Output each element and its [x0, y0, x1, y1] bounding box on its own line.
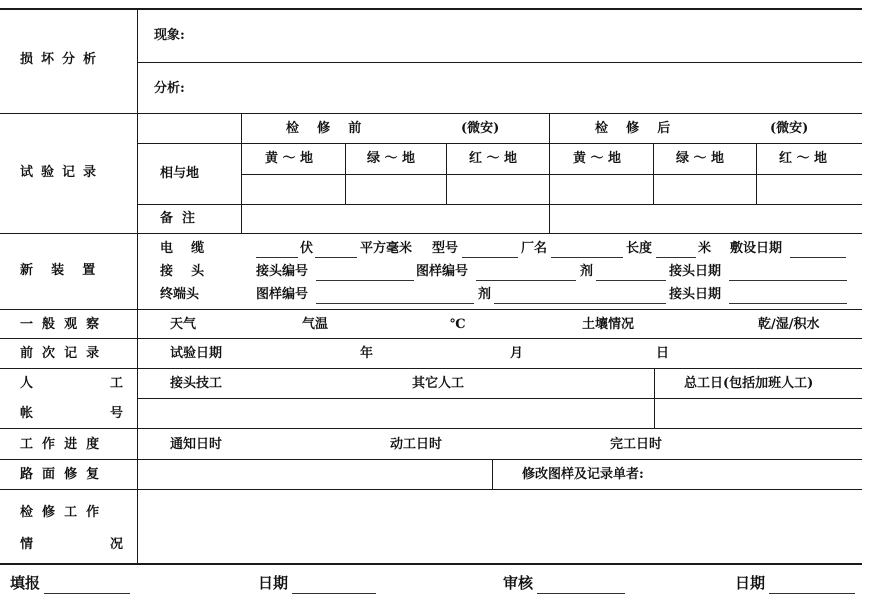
- header-after-repair: 检 修 后: [595, 121, 671, 136]
- label-account-2: 号: [110, 406, 124, 421]
- before-col-2: [446, 143, 447, 204]
- unit-celsius: ℃: [450, 317, 466, 332]
- label-other-labor: 其它人工: [412, 376, 465, 391]
- label-damage-analysis: 损坏分析: [20, 52, 105, 67]
- label-terminal-drawing-no: 图样编号: [256, 287, 309, 302]
- blank-drawing-no[interactable]: [476, 280, 576, 281]
- label-month: 月: [510, 346, 524, 361]
- label-model: 型号: [432, 241, 459, 256]
- label-work-progress: 工 作 进 度: [20, 437, 100, 452]
- label-weather: 天气: [170, 317, 197, 332]
- line-test-bottom: [0, 233, 862, 234]
- header-yellow-ground-before: 黄 ～ 地: [265, 151, 314, 166]
- blank-agent[interactable]: [596, 280, 666, 281]
- label-drawing-no: 图样编号: [416, 264, 469, 279]
- blank-joint-no[interactable]: [316, 280, 414, 281]
- line-labor-bottom: [138, 398, 862, 399]
- label-soil: 土壤情况: [582, 317, 635, 332]
- label-factory: 厂名: [521, 241, 548, 256]
- label-terminal: 终端头: [160, 287, 200, 302]
- blank-length[interactable]: [656, 257, 696, 258]
- blank-voltage[interactable]: [256, 257, 298, 258]
- label-temperature: 气温: [302, 317, 329, 332]
- blank-terminal-agent[interactable]: [494, 303, 666, 304]
- header-before-repair: 检 修 前: [286, 121, 362, 136]
- label-finish-time: 完工日时: [610, 437, 663, 452]
- line-road-bottom: [0, 489, 862, 490]
- unit-sqmm: 平方毫米: [360, 241, 413, 256]
- blank-review-date[interactable]: [769, 593, 855, 594]
- line-test-values: [138, 204, 862, 205]
- blank-factory[interactable]: [551, 257, 623, 258]
- label-joint-no: 接头编号: [256, 264, 309, 279]
- label-analysis: 分析:: [154, 81, 185, 96]
- blank-section[interactable]: [315, 257, 357, 258]
- line-phenomenon: [138, 62, 862, 63]
- label-terminal-agent: 剂: [478, 287, 492, 302]
- line-install-bottom: [0, 309, 862, 310]
- line-account-bottom: [0, 428, 862, 429]
- header-green-ground-after: 绿 ～ 地: [676, 151, 725, 166]
- line-progress-bottom: [0, 459, 862, 460]
- line-test-head: [138, 143, 862, 144]
- label-reviewer: 审核: [503, 574, 534, 592]
- label-general-observation: 一 般 观 察: [20, 317, 100, 332]
- label-joint-worker: 接头技工: [170, 376, 223, 391]
- line-damage-bottom: [0, 113, 862, 114]
- top-border: [0, 8, 862, 10]
- label-agent: 剂: [580, 264, 594, 279]
- label-account-1: 帐: [20, 406, 34, 421]
- unit-meter: 米: [698, 241, 712, 256]
- blank-laying-date[interactable]: [790, 257, 846, 258]
- label-remark: 备 注: [160, 211, 196, 226]
- label-start-time: 动工日时: [390, 437, 443, 452]
- label-notify-time: 通知日时: [170, 437, 223, 452]
- label-laying-date: 敷设日期: [730, 241, 783, 256]
- label-column-divider: [137, 8, 138, 564]
- label-repair-status-2: 况: [110, 537, 124, 552]
- label-length: 长度: [626, 241, 653, 256]
- before-after-divider: [549, 113, 550, 234]
- label-cable: 电 缆: [160, 241, 205, 256]
- blank-reviewer[interactable]: [537, 593, 625, 594]
- label-test-date: 试验日期: [170, 346, 223, 361]
- label-modify-drawing: 修改图样及记录单者:: [522, 467, 644, 482]
- blank-joint-date[interactable]: [729, 280, 847, 281]
- bottom-border: [0, 563, 862, 565]
- after-col-2: [756, 143, 757, 204]
- blank-terminal-joint-date[interactable]: [729, 303, 847, 304]
- label-labor-2: 工: [110, 376, 124, 391]
- label-fill-date: 日期: [258, 574, 289, 592]
- label-phase-ground: 相与地: [160, 166, 200, 181]
- blank-fill-date[interactable]: [292, 593, 376, 594]
- label-repair-work: 检 修 工 作: [20, 505, 100, 520]
- label-previous-record: 前 次 记 录: [20, 346, 100, 361]
- label-labor-1: 人: [20, 376, 34, 391]
- header-yellow-ground-after: 黄 ～ 地: [573, 151, 622, 166]
- soil-state-options: 乾/湿/积水: [758, 317, 820, 332]
- header-after-unit: (微安): [770, 121, 809, 136]
- blank-filler[interactable]: [44, 593, 130, 594]
- label-new-install: 新 装 置: [20, 263, 96, 278]
- unit-volt: 伏: [300, 241, 314, 256]
- blank-terminal-drawing-no[interactable]: [316, 303, 474, 304]
- line-prev-bottom: [0, 368, 862, 369]
- label-day: 日: [656, 346, 670, 361]
- label-joint: 接 头: [160, 264, 205, 279]
- line-obs-bottom: [0, 338, 862, 339]
- label-repair-status-1: 情: [20, 537, 34, 552]
- label-test-record: 试验记录: [20, 165, 105, 180]
- header-red-ground-before: 红 ～ 地: [469, 151, 518, 166]
- labor-total-divider: [654, 368, 655, 429]
- label-year: 年: [360, 346, 374, 361]
- road-divider: [492, 459, 493, 490]
- header-red-ground-after: 红 ～ 地: [779, 151, 828, 166]
- header-green-ground-before: 绿 ～ 地: [367, 151, 416, 166]
- after-col-1: [653, 143, 654, 204]
- label-terminal-joint-date: 接头日期: [669, 287, 722, 302]
- header-before-unit: (微安): [461, 121, 500, 136]
- blank-model[interactable]: [462, 257, 518, 258]
- label-phenomenon: 现象:: [154, 28, 185, 43]
- test-col-divider: [241, 113, 242, 234]
- label-road-repair: 路 面 修 复: [20, 467, 100, 482]
- label-joint-date: 接头日期: [669, 264, 722, 279]
- label-review-date: 日期: [735, 574, 766, 592]
- label-total-workdays: 总工日(包括加班人工): [684, 376, 814, 391]
- before-col-1: [345, 143, 346, 204]
- label-filler: 填报: [10, 574, 41, 592]
- line-test-mid: [242, 174, 862, 175]
